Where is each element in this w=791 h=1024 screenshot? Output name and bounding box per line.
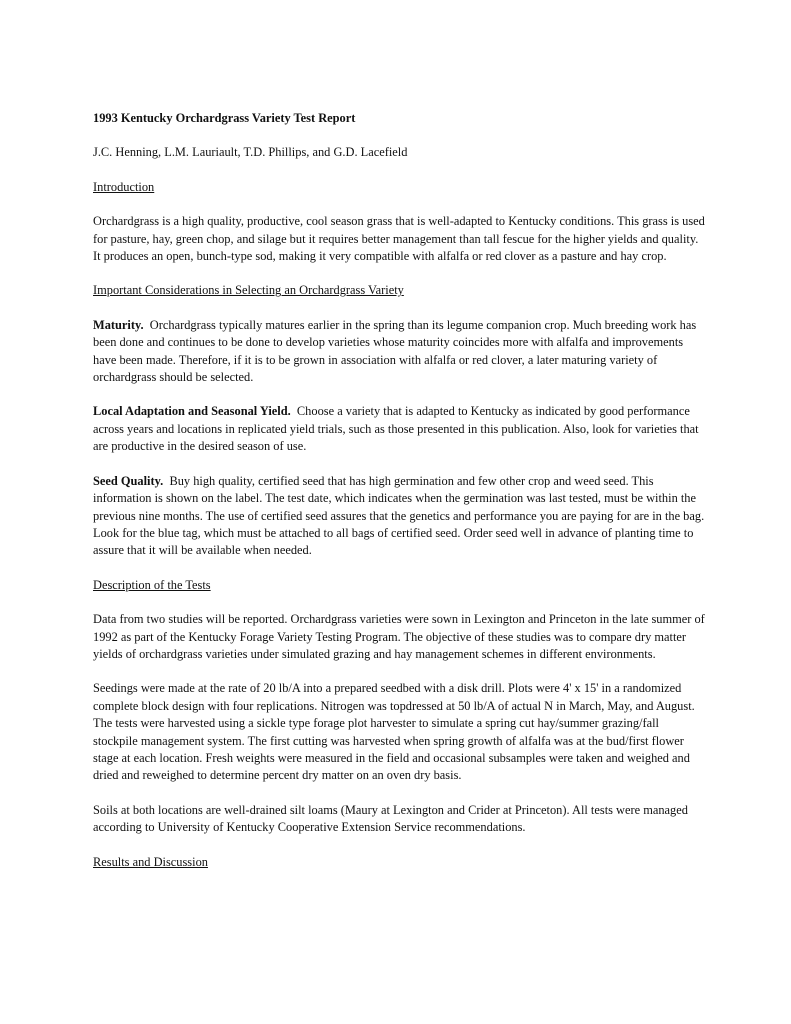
adaptation-text: Choose a variety that is adapted to Kentucky as indicated by good performance across years and locations in replicated yield trials, such as those presented in this publication. Also, look for varieties that are productive in the desired season of use. (93, 404, 699, 454)
results-heading: Results and Discussion (93, 854, 208, 869)
adaptation-paragraph (93, 403, 705, 455)
introduction-paragraph: Orchardgrass is a high quality, productive, cool season grass that is well-adapted to Kentucky conditions. This grass is used for pasture, hay, green chop, and silage but it requires better management than tall fescue for the higher yields and quality. It produces an open, bunch-type sod, making it very compatible with alfalfa or red clover as a pasture and hay crop. (93, 214, 705, 264)
seed-quality-lead: Seed Quality. (93, 473, 164, 488)
report-title: 1993 Kentucky Orchardgrass Variety Test Report (93, 111, 356, 125)
seed-quality-text: Buy high quality, certified seed that has high germination and few other crop and weed seed. This information is shown on the label. The test date, which indicates when the germination was last tested, must be within the previous nine months. The use of certified seed assures that the genetics and performance you are paying for are in the bag. Look for the blue tag, which must be attached to all bags of certified seed. Order seed well in advance of planting time to assure that it will be available when needed. (93, 473, 705, 558)
description-paragraph-2: Seedings were made at the rate of 20 lb/A into a prepared seedbed with a disk drill. Plots were 4' x 15' in a randomized complete block design with four replications. Nitrogen was topdressed at 50 lb/A of actual N in March, May, and August. The tests were harvested using a sickle type forage plot harvester to simulate a spring cut hay/summer grazing/fall stockpile management system. The first cutting was harvested when spring growth of alfalfa was at the bud/first flower stage at each location. Fresh weights were measured in the field and occasional subsamples were taken and weighed and dried and reweighed to determine percent dry matter on an oven dry basis. (93, 681, 695, 783)
maturity-paragraph (93, 317, 705, 387)
considerations-heading: Important Considerations in Selecting an Orchardgrass Variety (93, 283, 404, 298)
description-paragraph-3: Soils at both locations are well-drained silt loams (Maury at Lexington and Crider at Princeton). All tests were managed according to University of Kentucky Cooperative Extension Service recommendations. (93, 802, 688, 835)
authors-line: J.C. Henning, L.M. Lauriault, T.D. Phillips, and G.D. Lacefield (93, 145, 408, 160)
description-heading: Description of the Tests (93, 577, 211, 592)
introduction-heading: Introduction (93, 179, 155, 194)
maturity-text: Orchardgrass typically matures earlier in the spring than its legume companion crop. Much breeding work has been done and continues to be done to develop varieties whose maturity coincides more with alfalfa and improvements have been made. Therefore, if it is to be grown in association with alfalfa or red clover, a later maturing variety of orchardgrass should be selected. (93, 317, 697, 385)
document-page (93, 110, 705, 888)
description-paragraph-1: Data from two studies will be reported. Orchardgrass varieties were sown in Lexington and Princeton in the late summer of 1992 as part of the Kentucky Forage Variety Testing Program. The objective of these studies was to compare dry matter yields of orchardgrass varieties under simulated grazing and hay management schemes in different environments. (93, 612, 705, 661)
adaptation-lead: Local Adaptation and Seasonal Yield. (93, 404, 291, 419)
maturity-lead: Maturity. (93, 317, 144, 332)
seed-quality-paragraph (93, 473, 705, 560)
